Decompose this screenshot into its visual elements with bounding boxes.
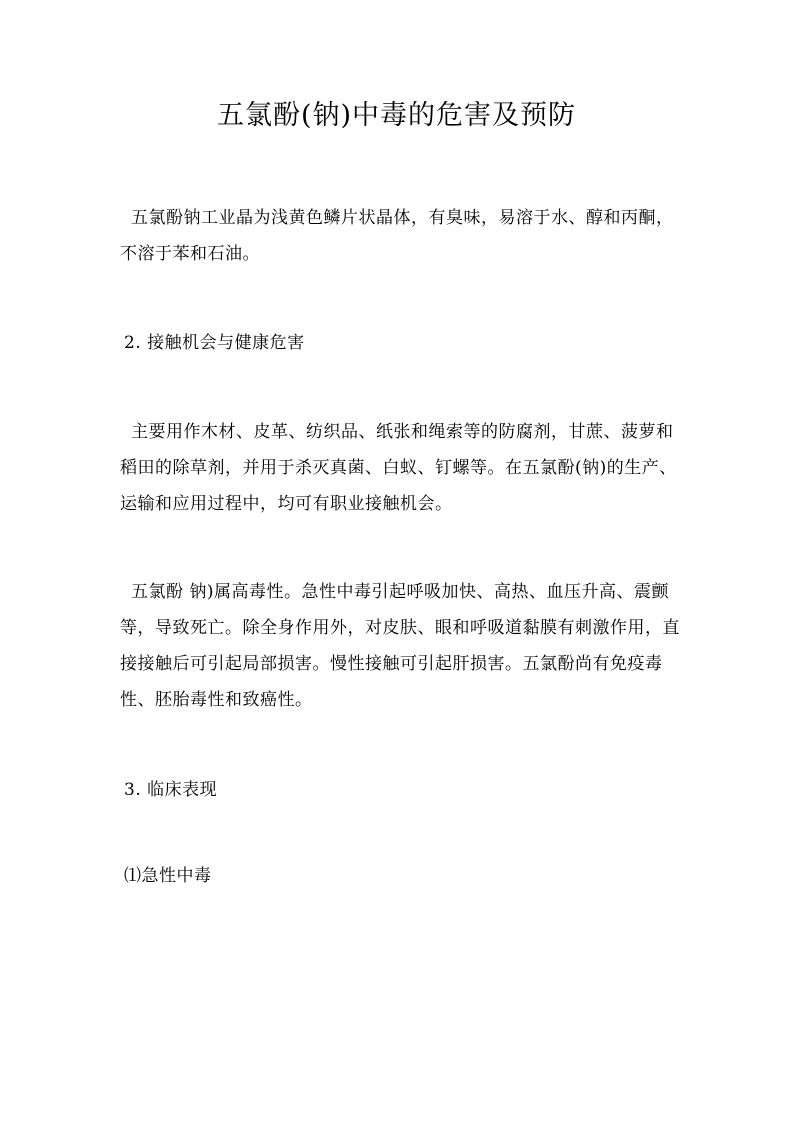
subsection-heading-acute: ⑴急性中毒 [124, 866, 212, 886]
paragraph-toxicity: 五氯酚 钠)属高毒性。急性中毒引起呼吸加快、高热、血压升高、震颤等，导致死亡。除全身作用外，对皮肤、眼和呼吸道黏膜有刺激作用，直接接触后可引起局部损害。慢性接触可引起肝损害。五氯酚尚有免疫毒性、胚胎毒性和致癌性。 [120, 582, 680, 710]
section-heading-clinical: 3. 临床表现 [124, 780, 218, 800]
document-title: 五氯酚(钠)中毒的危害及预防 [216, 100, 577, 131]
paragraph-uses: 主要用作木材、皮革、纺织品、纸张和绳索等的防腐剂，甘蔗、菠萝和稻田的除草剂，并用于杀灭真菌、白蚁、钉螺等。在五氯酚(钠)的生产、运输和应用过程中，均可有职业接触机会。 [120, 422, 677, 514]
paragraph-properties: 五氯酚钠工业晶为浅黄色鳞片状晶体，有臭味，易溶于水、醇和丙酮，不溶于苯和石油。 [120, 208, 674, 264]
section-heading-exposure: 2. 接触机会与健康危害 [124, 333, 305, 353]
